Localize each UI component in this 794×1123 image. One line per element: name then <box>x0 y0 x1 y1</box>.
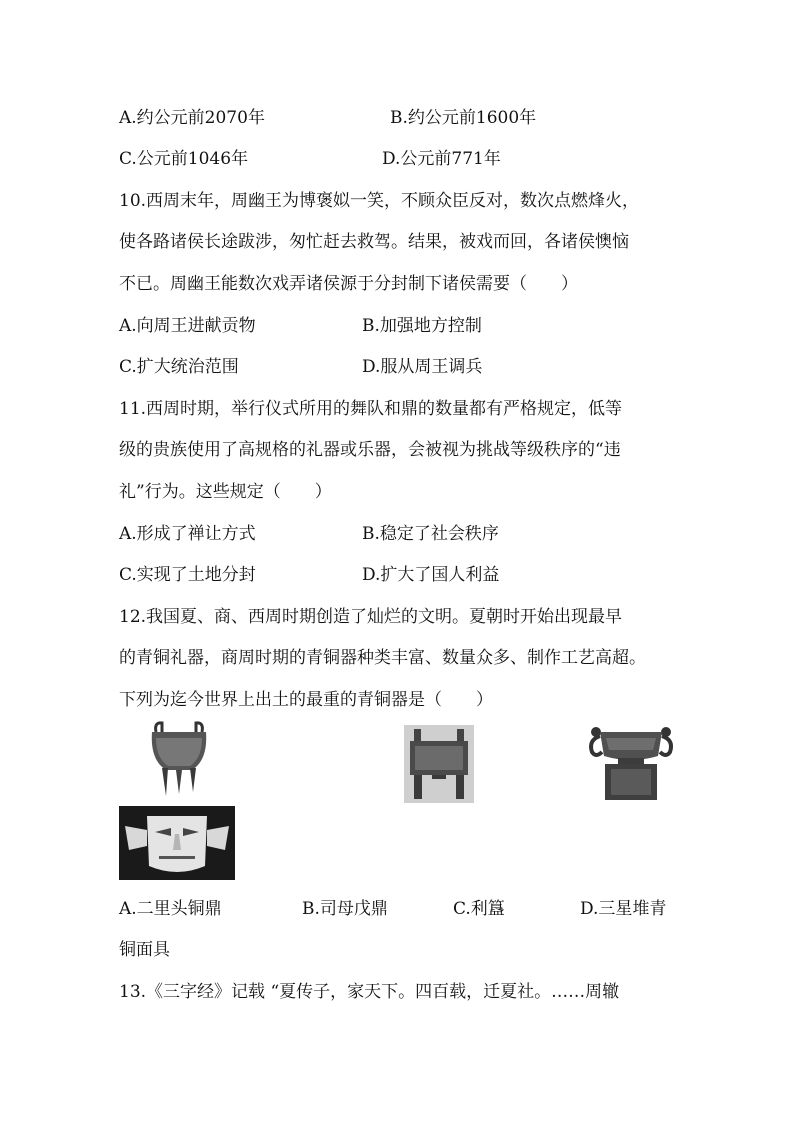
q10-option-d: D.服从周王调兵 <box>362 357 483 377</box>
erlitou-ding-image <box>146 720 212 798</box>
q12-stem-line3: 下列为迄今世界上出土的最重的青铜器是（ ） <box>119 690 493 710</box>
q10-stem-line2: 使各路诸侯长途跋涉，匆忙赶去救驾。结果，被戏而回，各诸侯懊恼 <box>119 232 629 252</box>
q10-option-a: A.向周王进献贡物 <box>119 316 256 336</box>
li-gui-image <box>588 722 674 802</box>
q9-option-c: C.公元前1046年 <box>119 149 249 169</box>
q11-option-a: A.形成了禅让方式 <box>119 524 256 544</box>
q10-option-c: C.扩大统治范围 <box>119 357 239 377</box>
q9-option-a: A.约公元前2070年 <box>119 108 265 128</box>
sanxingdui-mask-image <box>119 806 235 880</box>
q12-stem-line2: 的青铜礼器，商周时期的青铜器种类丰富、数量众多、制作工艺高超。 <box>119 648 646 668</box>
q12-option-d-continued: 铜面具 <box>119 940 170 960</box>
q10-stem-line3: 不已。周幽王能数次戏弄诸侯源于分封制下诸侯需要（ ） <box>119 274 578 294</box>
q12-option-d: D.三星堆青 <box>580 899 667 919</box>
q12-option-a: A.二里头铜鼎 <box>119 899 222 919</box>
q11-option-c: C.实现了土地分封 <box>119 565 256 585</box>
q10-option-b: B.加强地方控制 <box>362 316 482 336</box>
q11-stem-line2: 级的贵族使用了高规格的礼器或乐器，会被视为挑战等级秩序的“违 <box>119 440 621 460</box>
q11-stem-line1: 11.西周时期，举行仪式所用的舞队和鼎的数量都有严格规定，低等 <box>119 399 623 419</box>
q11-option-d: D.扩大了国人利益 <box>362 565 500 585</box>
simuwu-ding-image <box>404 725 474 803</box>
q12-option-c: C.利簋 <box>453 899 505 919</box>
q13-stem-line1: 13.《三字经》记载 “夏传子，家天下。四百载，迁夏社。……周辙 <box>119 982 620 1002</box>
q12-option-b: B.司母戊鼎 <box>302 899 388 919</box>
q9-option-b: B.约公元前1600年 <box>390 108 537 128</box>
q9-option-d: D.公元前771年 <box>382 149 501 169</box>
q11-stem-line3: 礼”行为。这些规定（ ） <box>119 482 332 502</box>
q12-stem-line1: 12.我国夏、商、西周时期创造了灿烂的文明。夏朝时开始出现最早 <box>119 607 623 627</box>
q11-option-b: B.稳定了社会秩序 <box>362 524 499 544</box>
q10-stem-line1: 10.西周末年，周幽王为博褒姒一笑，不顾众臣反对，数次点燃烽火， <box>119 191 640 211</box>
